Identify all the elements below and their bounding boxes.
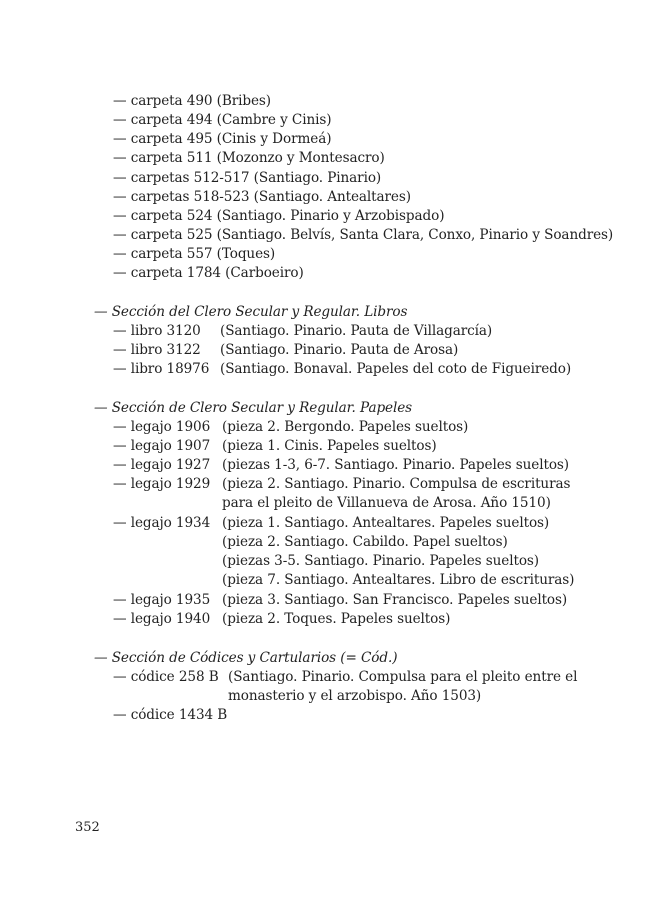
legajo-desc: (pieza 7. Santiago. Antealtares. Libro de escrituras) [222,572,575,588]
legajo-desc: (piezas 1-3, 6-7. Santiago. Pinario. Papeles sueltos) [222,457,570,473]
libro-desc: (Santiago. Pinario. Pauta de Arosa) [220,342,459,358]
carpeta-entry: — carpeta 525 (Santiago. Belvís, Santa Clara, Conxo, Pinario y Soandres) [113,227,614,243]
legajo-desc: (pieza 1. Santiago. Antealtares. Papeles sueltos) [222,515,550,531]
codice-desc: monasterio y el arzobispo. Año 1503) [228,688,482,704]
carpeta-entry: — carpeta 494 (Cambre y Cinis) [113,112,332,128]
legajo-ref: — legajo 1940 [113,611,211,627]
page-number: 352 [75,820,100,835]
libro-ref: — libro 3120 [113,323,201,339]
legajo-ref: — legajo 1927 [113,457,211,473]
carpeta-entry: — carpetas 512-517 (Santiago. Pinario) [113,170,382,186]
codice-desc: (Santiago. Pinario. Compulsa para el pleito entre el [228,669,578,685]
carpeta-entry: — carpeta 557 (Toques) [113,246,276,262]
carpeta-entry: — carpeta 490 (Bribes) [113,93,271,109]
legajo-desc: (pieza 2. Santiago. Cabildo. Papel sueltos) [222,534,508,550]
libro-desc: (Santiago. Pinario. Pauta de Villagarcía) [220,323,493,339]
legajo-desc: (pieza 3. Santiago. San Francisco. Papeles sueltos) [222,592,568,608]
legajo-ref: — legajo 1934 [113,515,211,531]
carpeta-entry: — carpeta 511 (Mozonzo y Montesacro) [113,150,385,166]
legajo-ref: — legajo 1929 [113,476,211,492]
legajo-ref: — legajo 1906 [113,419,211,435]
section-heading-papeles: — Sección de Clero Secular y Regular. Papeles [94,400,413,416]
section-heading-codices: — Sección de Códices y Cartularios (= Cód.) [94,650,398,666]
legajo-desc: (pieza 2. Santiago. Pinario. Compulsa de escrituras [222,476,571,492]
legajo-desc: para el pleito de Villanueva de Arosa. Año 1510) [222,495,551,511]
legajo-desc: (pieza 2. Toques. Papeles sueltos) [222,611,451,627]
codice-ref: — códice 258 B [113,669,219,685]
legajo-ref: — legajo 1907 [113,438,211,454]
libro-ref: — libro 18976 [113,361,210,377]
legajo-ref: — legajo 1935 [113,592,211,608]
libro-desc: (Santiago. Bonaval. Papeles del coto de Figueiredo) [220,361,572,377]
carpeta-entry: — carpeta 495 (Cinis y Dormeá) [113,131,332,147]
libro-ref: — libro 3122 [113,342,201,358]
codice-ref: — códice 1434 B [113,707,228,723]
legajo-desc: (pieza 2. Bergondo. Papeles sueltos) [222,419,469,435]
legajo-desc: (piezas 3-5. Santiago. Pinario. Papeles sueltos) [222,553,539,569]
legajo-desc: (pieza 1. Cinis. Papeles sueltos) [222,438,437,454]
carpeta-entry: — carpeta 1784 (Carboeiro) [113,265,304,281]
section-heading-libros: — Sección del Clero Secular y Regular. Libros [94,304,408,320]
carpeta-entry: — carpeta 524 (Santiago. Pinario y Arzobispado) [113,208,445,224]
carpeta-entry: — carpetas 518-523 (Santiago. Antealtares) [113,189,411,205]
